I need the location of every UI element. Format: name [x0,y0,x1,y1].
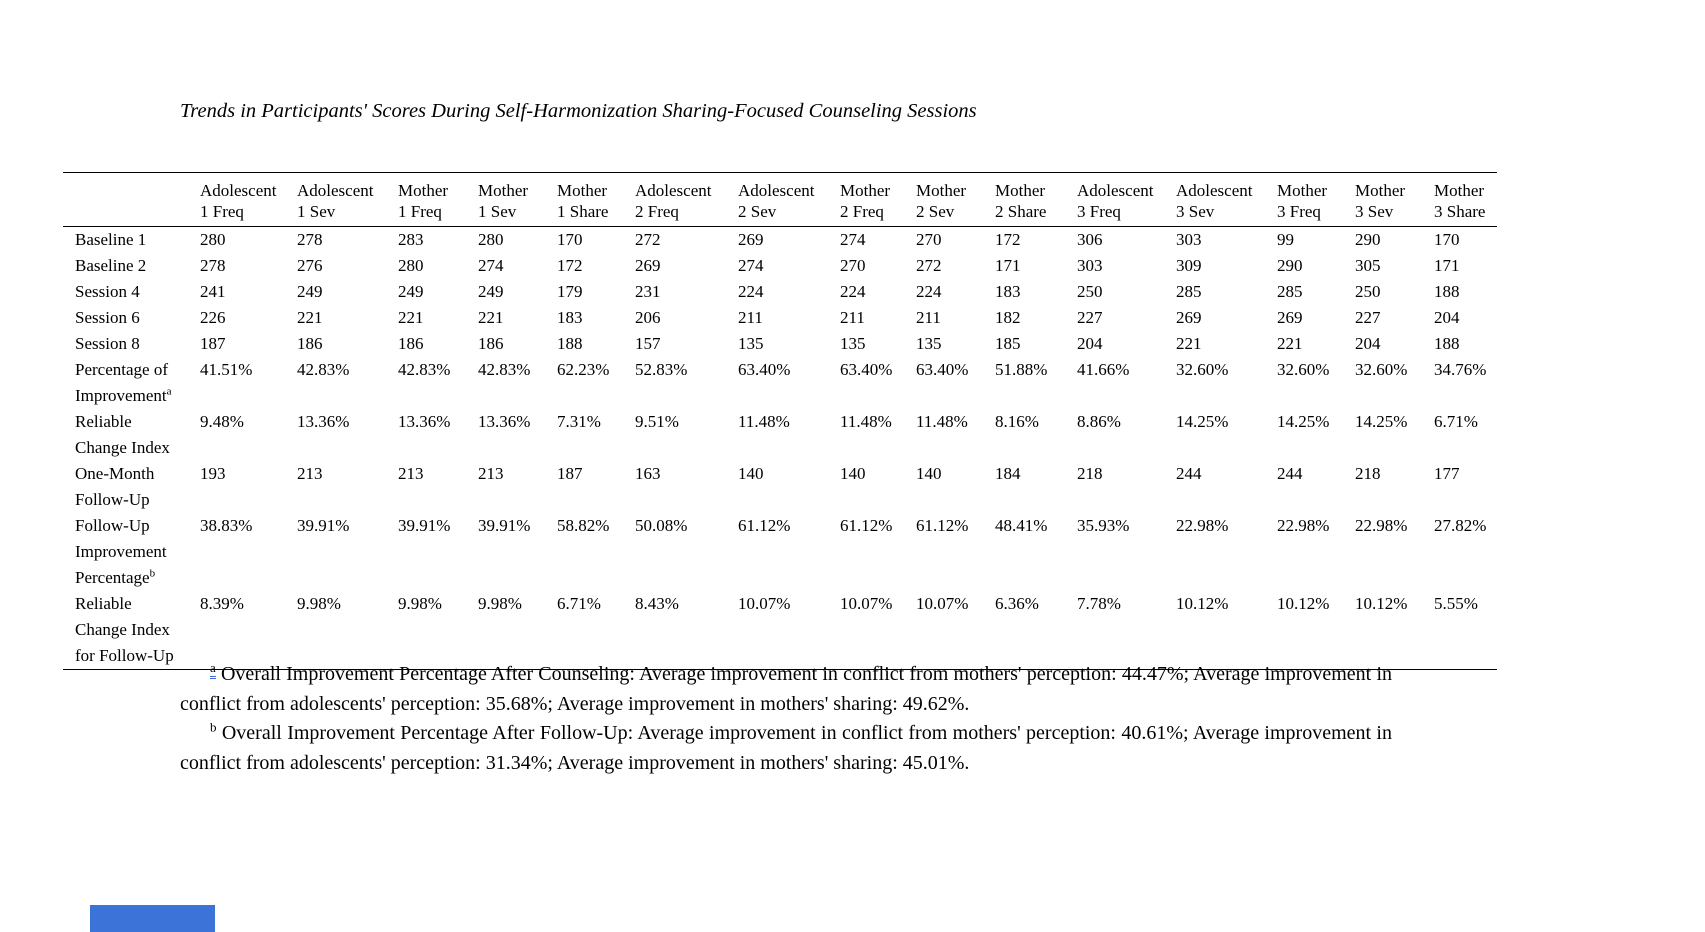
table-cell: 179 [557,282,583,301]
table-cell: 270 [916,230,942,249]
table-cell: 9.98% [478,594,522,613]
table-cell: 6.71% [557,594,601,613]
table-row [63,279,1497,305]
column-header-line2: 3 Sev [1176,202,1215,221]
table-cell: 193 [200,464,226,483]
table-cell: 269 [1176,308,1202,327]
row-label [63,357,200,409]
table-cell: 211 [840,308,865,327]
footnote-superscript: b [210,719,217,735]
table-cell: 250 [1077,282,1103,301]
column-header-line2: 1 Sev [478,202,517,221]
table-cell: 290 [1277,256,1303,275]
table-cell: 303 [1176,230,1202,249]
table-row [63,461,1497,513]
table-cell: 39.91% [478,516,531,535]
table-body [63,227,1497,670]
footnote-text: Overall Improvement Percentage After Follow-Up: Average improvement in conflict from mothers' perception: 40.61%; Average improvement in conflict from adolescents' perception: 31.34%; Average improvement in mothers' sharing: 45.01%. [180,722,1392,774]
scores-table-container [63,172,1497,670]
table-cell: 63.40% [916,360,969,379]
table-cell: 218 [1077,464,1103,483]
table-cell: 41.66% [1077,360,1130,379]
table-cell: 8.43% [635,594,679,613]
column-header-line1: Adolescent [1077,181,1154,200]
table-cell: 170 [1434,230,1460,249]
table-cell: 10.07% [916,594,969,613]
column-header [916,173,995,227]
column-header [738,173,840,227]
table-cell: 11.48% [738,412,790,431]
table-cell: 213 [297,464,323,483]
table-cell: 9.48% [200,412,244,431]
column-header [1176,173,1277,227]
table-cell: 186 [478,334,504,353]
column-header-line1: Mother [478,181,529,200]
table-cell: 41.51% [200,360,253,379]
table-cell: 227 [1077,308,1103,327]
column-header [478,173,557,227]
table-cell: 7.31% [557,412,601,431]
table-cell: 249 [398,282,424,301]
row-label-text: Follow-Up Improvement Percentage [75,516,167,587]
column-header-line1: Adolescent [738,181,815,200]
column-header-line1: Adolescent [1176,181,1253,200]
table-cell: 186 [398,334,424,353]
table-cell: 221 [1277,334,1303,353]
row-label-superscript: a [166,385,172,398]
table-cell: 305 [1355,256,1381,275]
table-cell: 22.98% [1355,516,1408,535]
column-header-line2: 2 Freq [840,202,884,221]
blue-bar-decoration [90,905,215,932]
table-cell: 140 [738,464,764,483]
row-label [63,331,200,357]
column-header [200,173,297,227]
table-cell: 285 [1176,282,1202,301]
table-cell: 290 [1355,230,1381,249]
table-cell: 10.07% [840,594,893,613]
table-cell: 278 [200,256,226,275]
table-cell: 157 [635,334,661,353]
table-cell: 278 [297,230,323,249]
table-cell: 224 [738,282,764,301]
table-cell: 187 [200,334,226,353]
column-header [995,173,1077,227]
table-cell: 140 [916,464,942,483]
table-cell: 213 [478,464,504,483]
table-cell: 8.39% [200,594,244,613]
table-cell: 14.25% [1277,412,1330,431]
table-cell: 172 [995,230,1021,249]
table-cell: 241 [200,282,226,301]
table-cell: 50.08% [635,516,688,535]
table-cell: 283 [398,230,424,249]
table-cell: 183 [995,282,1021,301]
table-cell: 184 [995,464,1021,483]
table-cell: 204 [1434,308,1460,327]
table-cell: 188 [1434,282,1460,301]
column-header-line2: 2 Sev [738,202,777,221]
row-label-text: Reliable Change Index for Follow-Up [75,594,174,665]
table-cell: 8.16% [995,412,1039,431]
row-label-text: Percentage of Improvement [75,360,168,405]
table-cell: 274 [840,230,866,249]
table-cell: 6.36% [995,594,1039,613]
table-row [63,331,1497,357]
column-header-line1: Mother [398,181,449,200]
column-header-line1: Mother [840,181,891,200]
table-cell: 63.40% [738,360,791,379]
column-header [1077,173,1176,227]
table-cell: 218 [1355,464,1381,483]
row-label-text: Session 8 [75,334,140,353]
table-row [63,253,1497,279]
table-cell: 221 [1176,334,1202,353]
table-cell: 274 [738,256,764,275]
table-cell: 272 [916,256,942,275]
table-cell: 51.88% [995,360,1048,379]
table-cell: 269 [738,230,764,249]
column-header [297,173,398,227]
table-cell: 10.12% [1277,594,1330,613]
table-cell: 280 [200,230,226,249]
table-cell: 172 [557,256,583,275]
column-header-line2: 2 Sev [916,202,955,221]
table-cell: 272 [635,230,661,249]
table-cell: 182 [995,308,1021,327]
table-cell: 188 [557,334,583,353]
table-cell: 13.36% [398,412,451,431]
table-cell: 224 [840,282,866,301]
row-label [63,227,200,254]
table-cell: 274 [478,256,504,275]
table-cell: 140 [840,464,866,483]
column-header-line1: Mother [1355,181,1406,200]
table-cell: 32.60% [1176,360,1229,379]
table-cell: 227 [1355,308,1381,327]
table-cell: 309 [1176,256,1202,275]
row-label [63,409,200,461]
table-cell: 250 [1355,282,1381,301]
table-cell: 42.83% [478,360,531,379]
table-cell: 135 [916,334,942,353]
table-row [63,305,1497,331]
table-cell: 224 [916,282,942,301]
table-cell: 61.12% [840,516,893,535]
table-cell: 32.60% [1277,360,1330,379]
table-cell: 135 [738,334,764,353]
table-cell: 5.55% [1434,594,1478,613]
table-cell: 10.12% [1355,594,1408,613]
row-label-superscript: b [149,567,156,580]
table-row [63,409,1497,461]
table-cell: 303 [1077,256,1103,275]
table-cell: 32.60% [1355,360,1408,379]
footnote-text: Overall Improvement Percentage After Counseling: Average improvement in conflict from mothers' perception: 44.47%; Average improvement in conflict from adolescents' perception: 35.68%; Average improvement in mothers' sharing: 49.62%. [180,663,1392,715]
table-cell: 63.40% [840,360,893,379]
row-label-text: Reliable Change Index [75,412,170,457]
column-header-line2: 1 Sev [297,202,336,221]
table-cell: 38.83% [200,516,253,535]
column-header-line1: Adolescent [635,181,712,200]
column-header [840,173,916,227]
table-cell: 14.25% [1176,412,1229,431]
column-header-line1: Mother [995,181,1046,200]
table-cell: 39.91% [297,516,350,535]
column-header-line2: 2 Share [995,202,1047,221]
header-row [63,173,1497,227]
table-title: Trends in Participants' Scores During Self-Harmonization Sharing-Focused Counseling Sessions [180,100,977,122]
table-cell: 276 [297,256,323,275]
table-cell: 13.36% [297,412,350,431]
table-cell: 99 [1277,230,1294,249]
table-cell: 249 [297,282,323,301]
column-header-line2: 1 Share [557,202,609,221]
table-cell: 280 [398,256,424,275]
table-cell: 244 [1176,464,1202,483]
row-label-text: Session 6 [75,308,140,327]
table-cell: 188 [1434,334,1460,353]
table-cell: 171 [995,256,1021,275]
table-cell: 244 [1277,464,1303,483]
table-cell: 185 [995,334,1021,353]
table-row [63,513,1497,591]
table-cell: 10.12% [1176,594,1229,613]
table-cell: 61.12% [738,516,791,535]
footnote [180,660,1392,719]
column-header-line2: 3 Freq [1277,202,1321,221]
table-cell: 270 [840,256,866,275]
table-cell: 226 [200,308,226,327]
row-label [63,513,200,591]
column-header-line1: Mother [557,181,608,200]
table-cell: 8.86% [1077,412,1121,431]
row-label [63,461,200,513]
table-cell: 42.83% [398,360,451,379]
table-cell: 285 [1277,282,1303,301]
column-header-line2: 3 Sev [1355,202,1394,221]
column-header-line2: 3 Freq [1077,202,1121,221]
table-cell: 9.51% [635,412,679,431]
column-header-line1: Mother [1434,181,1485,200]
table-row [63,227,1497,254]
table-cell: 183 [557,308,583,327]
table-cell: 204 [1355,334,1381,353]
table-cell: 170 [557,230,583,249]
table-cell: 231 [635,282,661,301]
table-cell: 42.83% [297,360,350,379]
table-cell: 206 [635,308,661,327]
table-cell: 9.98% [297,594,341,613]
table-cell: 186 [297,334,323,353]
table-cell: 39.91% [398,516,451,535]
column-header-line2: 3 Share [1434,202,1486,221]
table-cell: 22.98% [1277,516,1330,535]
footnote [180,719,1392,778]
table-cell: 187 [557,464,583,483]
row-label [63,279,200,305]
table-footnotes [180,660,1392,778]
table-cell: 211 [738,308,763,327]
table-cell: 249 [478,282,504,301]
row-label-text: Baseline 2 [75,256,147,275]
table-cell: 171 [1434,256,1460,275]
row-label [63,591,200,670]
column-header-line1: Mother [1277,181,1328,200]
table-cell: 52.83% [635,360,688,379]
table-cell: 6.71% [1434,412,1478,431]
table-row [63,357,1497,409]
table-cell: 58.82% [557,516,610,535]
table-cell: 213 [398,464,424,483]
column-header-line2: 2 Freq [635,202,679,221]
column-header [1355,173,1434,227]
table-cell: 135 [840,334,866,353]
column-header [398,173,478,227]
column-header-line2: 1 Freq [200,202,244,221]
table-cell: 48.41% [995,516,1048,535]
table-cell: 211 [916,308,941,327]
column-header [1277,173,1355,227]
column-header-line1: Mother [916,181,967,200]
row-label [63,253,200,279]
row-label [63,305,200,331]
table-cell: 14.25% [1355,412,1408,431]
table-cell: 11.48% [916,412,968,431]
column-header [557,173,635,227]
table-cell: 27.82% [1434,516,1487,535]
table-cell: 35.93% [1077,516,1130,535]
column-header-line2: 1 Freq [398,202,442,221]
table-cell: 11.48% [840,412,892,431]
table-cell: 10.07% [738,594,791,613]
column-header [635,173,738,227]
table-cell: 22.98% [1176,516,1229,535]
table-cell: 269 [1277,308,1303,327]
table-cell: 269 [635,256,661,275]
table-cell: 13.36% [478,412,531,431]
table-cell: 280 [478,230,504,249]
table-cell: 306 [1077,230,1103,249]
table-cell: 177 [1434,464,1460,483]
table-cell: 163 [635,464,661,483]
column-header [1434,173,1497,227]
scores-table [63,172,1497,670]
table-cell: 62.23% [557,360,610,379]
table-row [63,591,1497,670]
table-cell: 9.98% [398,594,442,613]
empty-corner-cell [63,173,200,227]
table-cell: 34.76% [1434,360,1487,379]
table-cell: 221 [478,308,504,327]
row-label-text: Session 4 [75,282,140,301]
row-label-text: Baseline 1 [75,230,147,249]
column-header-line1: Adolescent [200,181,277,200]
column-header-line1: Adolescent [297,181,374,200]
row-label-text: One-Month Follow-Up [75,464,155,509]
table-cell: 7.78% [1077,594,1121,613]
footnote-superscript: a [210,660,216,679]
table-cell: 221 [398,308,424,327]
table-cell: 204 [1077,334,1103,353]
table-cell: 221 [297,308,323,327]
table-cell: 61.12% [916,516,969,535]
